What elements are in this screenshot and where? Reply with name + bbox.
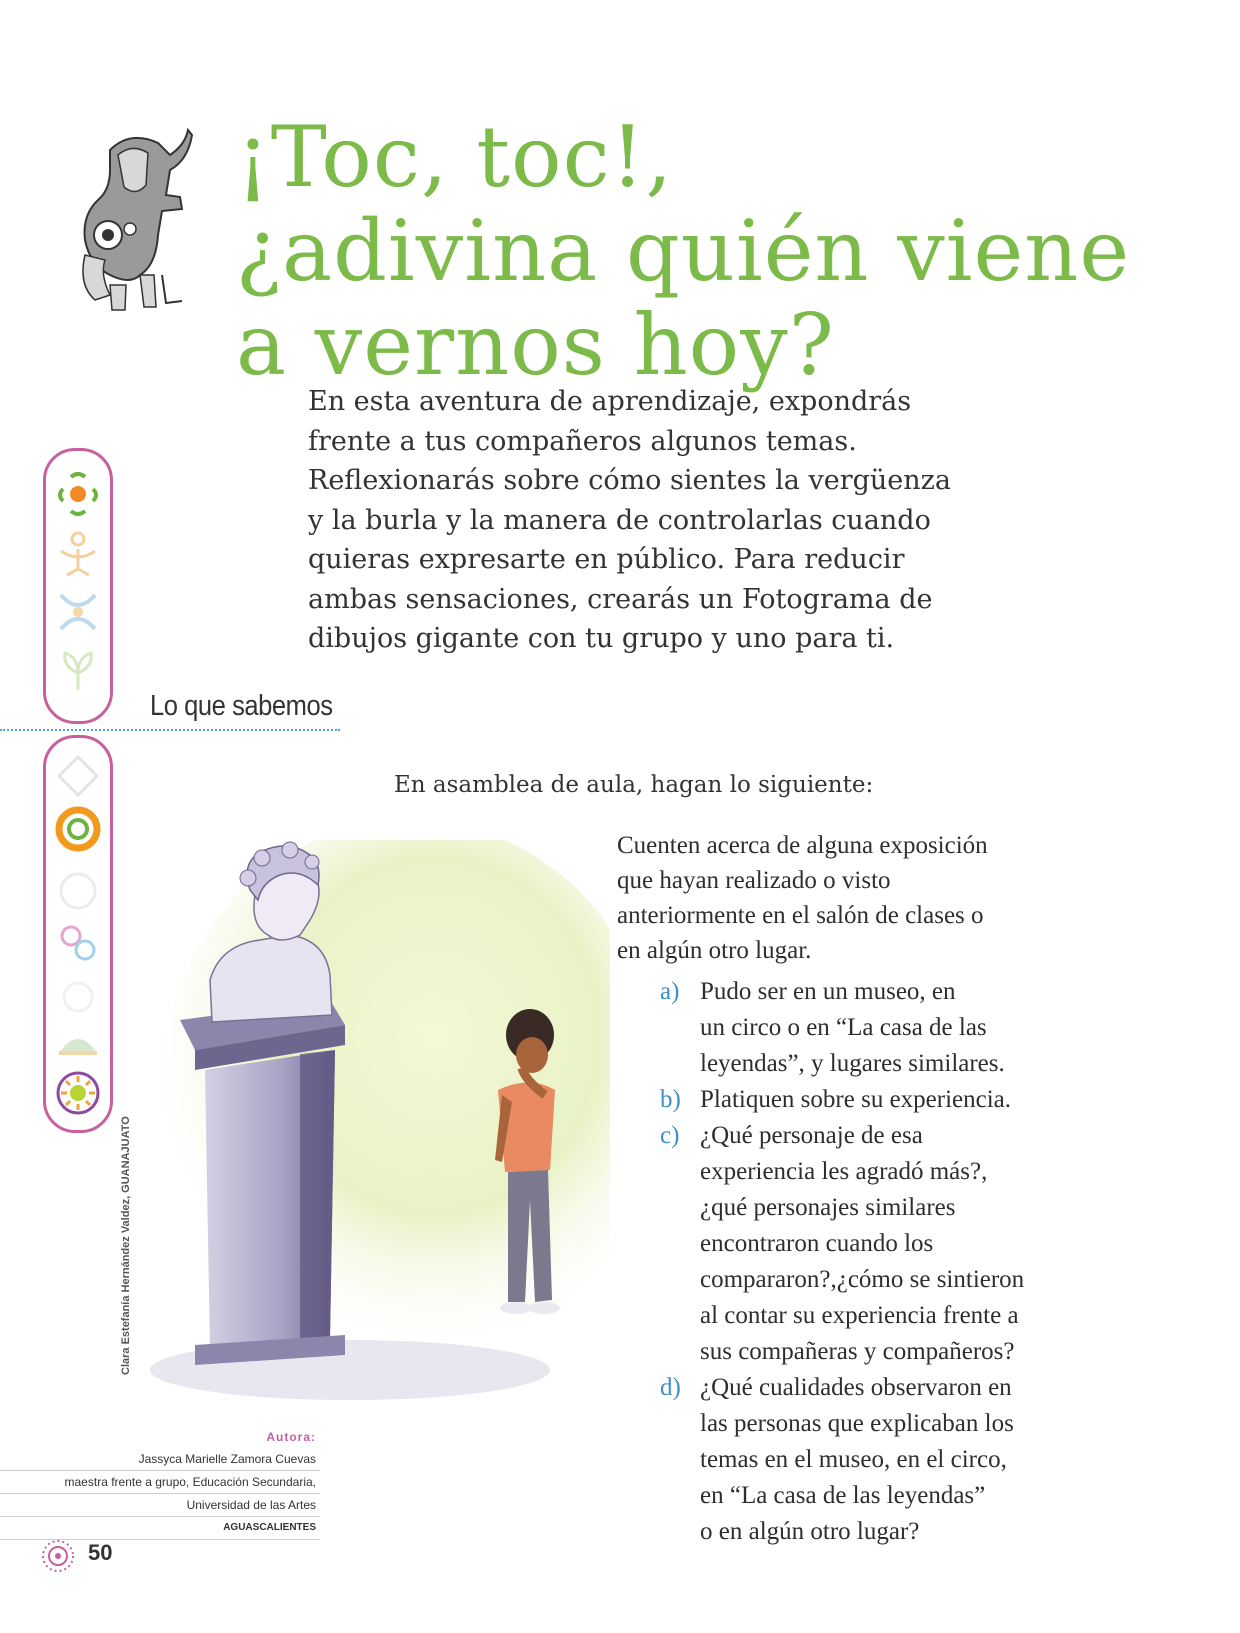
list-line: ¿Qué cualidades observaron en bbox=[700, 1374, 1012, 1401]
list-line: o en algún otro lugar? bbox=[700, 1518, 920, 1545]
side-nav-capsule-bottom bbox=[43, 735, 113, 1133]
list-line: ¿qué personajes similares bbox=[700, 1194, 956, 1221]
section-divider bbox=[0, 729, 340, 731]
intro-line: quieras expresarte en público. Para reducir bbox=[308, 544, 905, 575]
list-marker: c) bbox=[660, 1122, 680, 1149]
list-line: encontraron cuando los bbox=[700, 1230, 934, 1257]
intro-paragraph bbox=[308, 382, 1028, 659]
list-marker: d) bbox=[660, 1374, 681, 1401]
list-line: un circo o en “La casa de las bbox=[700, 1014, 987, 1041]
faded-diamond-icon bbox=[55, 753, 101, 799]
orange-green-ring-icon bbox=[53, 804, 103, 854]
list-line: ¿Qué personaje de esa bbox=[700, 1122, 923, 1149]
author-role: maestra frente a grupo, Educación Secundaria, bbox=[0, 1471, 320, 1494]
list-item bbox=[660, 1370, 1130, 1550]
museum-illustration bbox=[150, 840, 610, 1410]
list-item bbox=[660, 1082, 1130, 1118]
faded-sun-icon bbox=[55, 974, 101, 1020]
list-line: temas en el museo, en el circo, bbox=[700, 1446, 1007, 1473]
faded-circle-icon bbox=[55, 868, 101, 914]
title-line: a vernos hoy? bbox=[236, 296, 835, 394]
intro-line: En esta aventura de aprendizaje, expondrás bbox=[308, 386, 912, 417]
author-name: Jassyca Marielle Zamora Cuevas bbox=[0, 1448, 320, 1471]
credits-label: Autora: bbox=[266, 1430, 316, 1444]
glyph-illustration bbox=[70, 125, 195, 320]
faded-plant-icon bbox=[53, 645, 103, 695]
exercise-paragraph bbox=[617, 828, 1117, 968]
paragraph-line: anteriormente en el salón de clases o bbox=[617, 902, 984, 929]
illustration-credit: Clara Estefanía Hernández Valdez, GUANAJUATO bbox=[120, 1116, 132, 1375]
intro-line: y la burla y la manera de controlarlas cuando bbox=[308, 504, 931, 536]
faded-figures-icon bbox=[53, 587, 103, 637]
list-line: Platiquen sobre su experiencia. bbox=[700, 1086, 1012, 1113]
faded-turtle-icon bbox=[53, 1023, 103, 1063]
list-line: en “La casa de las leyendas” bbox=[700, 1482, 986, 1509]
list-line: leyendas”, y lugares similares. bbox=[700, 1050, 1005, 1077]
list-item bbox=[660, 1118, 1130, 1370]
author-credits bbox=[0, 1426, 320, 1540]
page-number: 50 bbox=[88, 1540, 113, 1565]
intro-line: Reflexionarás sobre cómo sientes la vergüenza bbox=[308, 465, 951, 496]
faded-links-icon bbox=[53, 920, 103, 966]
page-ornament-icon bbox=[40, 1538, 76, 1574]
author-institution: Universidad de las Artes bbox=[0, 1494, 320, 1517]
author-state: AGUASCALIENTES bbox=[0, 1517, 320, 1540]
list-line: experiencia les agradó más?, bbox=[700, 1158, 988, 1185]
title-line: ¡Toc, toc!, bbox=[236, 108, 674, 206]
instruction-text: En asamblea de aula, hagan lo siguiente: bbox=[394, 772, 874, 798]
list-line: Pudo ser en un museo, en bbox=[700, 978, 956, 1005]
page-title bbox=[236, 110, 1136, 392]
intro-line: frente a tus compañeros algunos temas. bbox=[308, 425, 857, 457]
list-marker: a) bbox=[660, 978, 680, 1005]
list-line: sus compañeras y compañeros? bbox=[700, 1338, 1015, 1365]
green-flower-icon bbox=[53, 471, 103, 517]
title-line: ¿adivina quién viene bbox=[236, 202, 1131, 300]
side-nav-capsule-top bbox=[43, 448, 113, 724]
paragraph-line: Cuenten acerca de alguna exposición bbox=[617, 832, 988, 859]
faded-dancer-icon bbox=[53, 529, 103, 579]
section-heading: Lo que sabemos bbox=[150, 690, 333, 722]
exercise-list bbox=[660, 974, 1130, 1550]
list-marker: b) bbox=[660, 1086, 681, 1113]
intro-line: ambas sensaciones, crearás un Fotograma de bbox=[308, 583, 933, 615]
list-line: compararon?,¿cómo se sintieron bbox=[700, 1266, 1025, 1293]
list-item bbox=[660, 974, 1130, 1082]
green-sun-icon bbox=[53, 1068, 103, 1118]
list-line: al contar su experiencia frente a bbox=[700, 1302, 1019, 1329]
paragraph-line: que hayan realizado o visto bbox=[617, 867, 891, 894]
paragraph-line: en algún otro lugar. bbox=[617, 937, 812, 964]
intro-line: dibujos gigante con tu grupo y uno para ti. bbox=[308, 623, 895, 654]
list-line: las personas que explicaban los bbox=[700, 1410, 1014, 1437]
